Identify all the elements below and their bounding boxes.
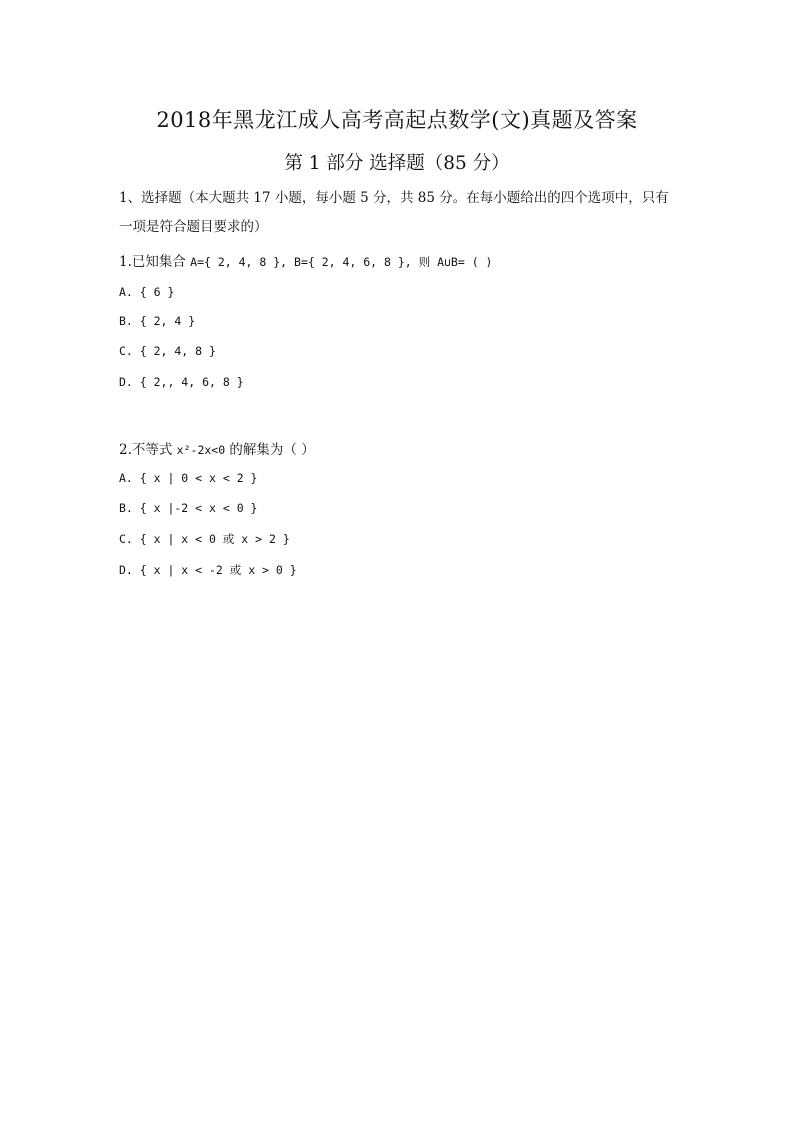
question-1-stem [119,250,492,270]
question-1-stem-text: 1.已知集合 [119,254,191,270]
question-2-option-b: B. { x |-2 < x < 0 } [119,501,258,515]
section-title: 第 1 部分 选择题（85 分） [284,153,510,174]
question-1-option-a: A. { 6 } [119,285,175,299]
question-1-option-d: D. { 2,, 4, 6, 8 } [119,375,244,389]
document-title: 2018年黑龙江成人高考高起点数学(文)真题及答案 [156,108,638,132]
section-instructions-line-2: 一项是符合题目要求的） [119,219,268,235]
question-2-option-a: A. { x | 0 < x < 2 } [119,471,258,485]
question-2-stem-math: x²-2x<0 [176,443,226,457]
question-2-option-c: C. { x | x < 0 或 x > 2 } [119,532,290,546]
question-1-option-b: B. { 2, 4 } [119,314,196,328]
question-2-stem [119,438,315,458]
question-2-option-d: D. { x | x < -2 或 x > 0 } [119,563,297,577]
question-2-stem-text: 2.不等式 [119,442,177,458]
question-1-option-c: C. { 2, 4, 8 } [119,344,216,358]
question-2-stem-suffix: 的解集为（ ） [225,442,315,458]
question-1-stem-math: A={ 2, 4, 8 }, B={ 2, 4, 6, 8 }, 则 A∪B= ( ) [190,255,493,269]
section-instructions-line-1: 1、选择题（本大题共 17 小题，每小题 5 分，共 85 分。在每小题给出的四个选项中，只有 [119,190,669,206]
